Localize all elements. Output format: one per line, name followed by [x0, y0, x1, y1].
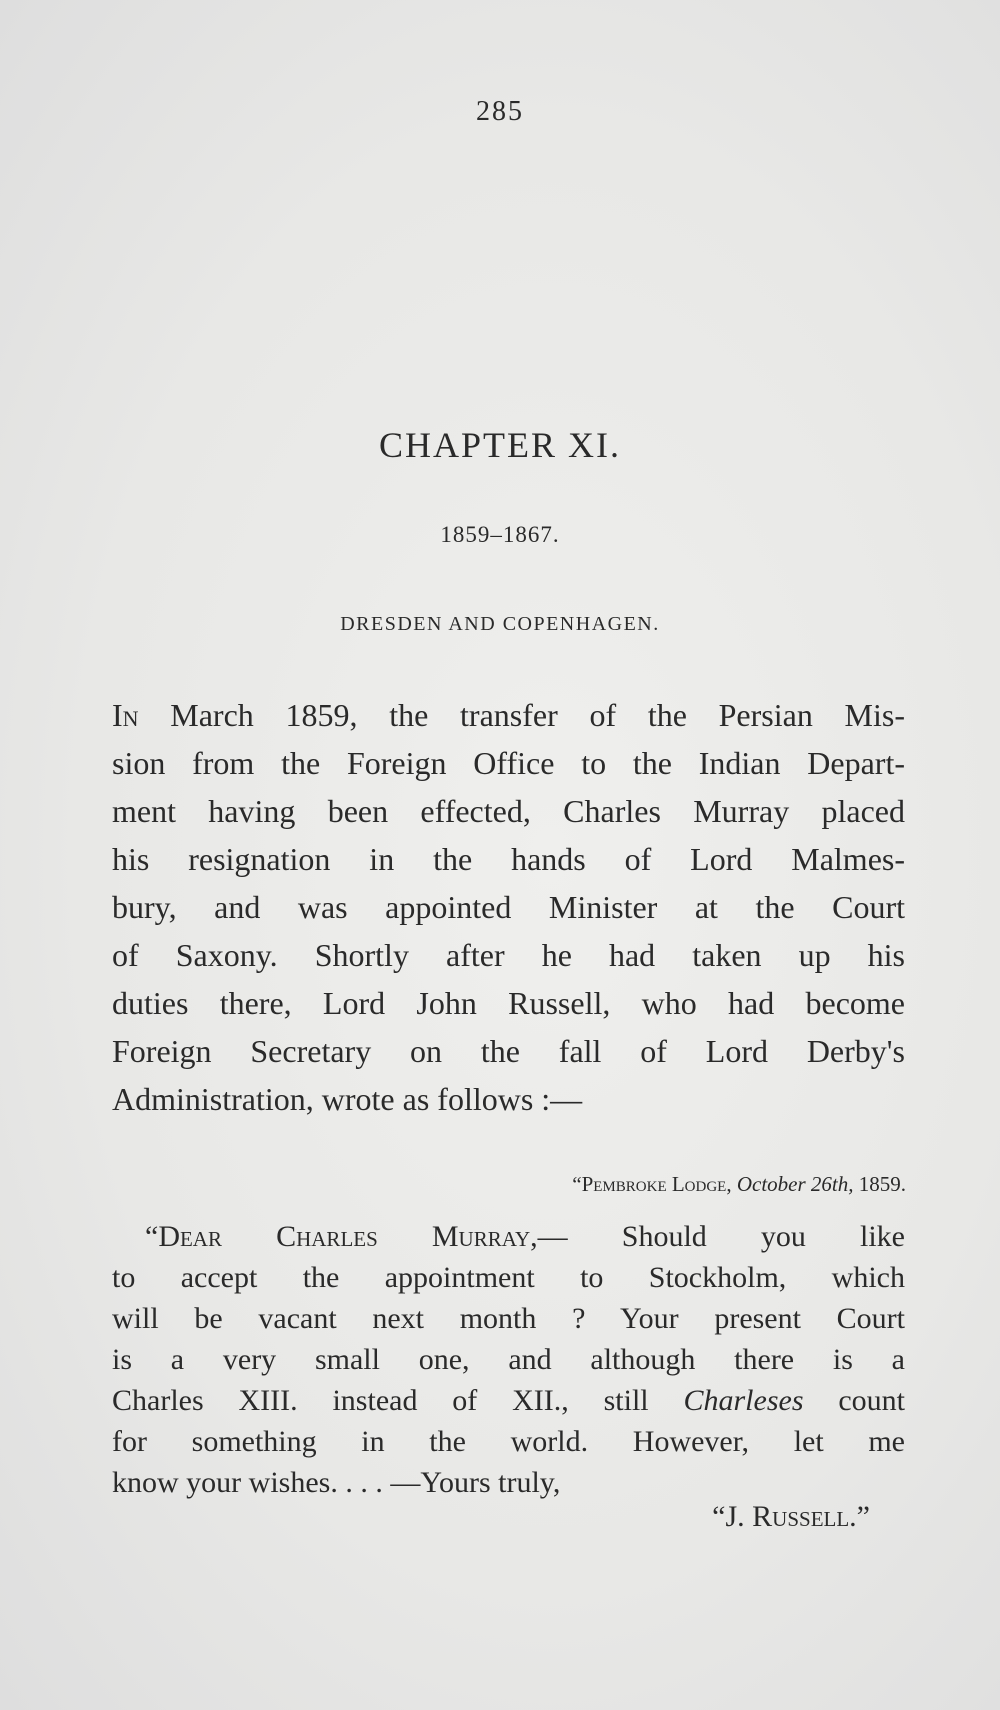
letter-line-3: will be vacant next month ? Your present Court: [112, 1302, 905, 1335]
paragraph-line-4: his resignation in the hands of Lord Malmes-: [112, 841, 905, 877]
paragraph-line-2: sion from the Foreign Office to the Indian Depart-: [112, 745, 905, 781]
chapter-years: 1859–1867.: [440, 522, 560, 547]
letter-italic: Charleses: [683, 1384, 804, 1417]
paragraph-line-3: ment having been effected, Charles Murray placed: [112, 793, 905, 829]
paragraph-line-1: [112, 695, 905, 735]
dateline-place: “Pembroke Lodge,: [572, 1172, 732, 1196]
dateline-date: October 26th,: [736, 1172, 854, 1196]
chapter-title: CHAPTER XI.: [378, 425, 621, 465]
letter-dateline: [572, 1172, 906, 1197]
letter-line-5: [112, 1382, 905, 1420]
paragraph-text: March 1859, the transfer of the Persian Mis-: [138, 697, 905, 733]
letter-salutation: “Dear Charles Murray,: [145, 1220, 538, 1253]
letter-signature: “J. Russell.”: [712, 1500, 870, 1533]
letter-text: Charles XIII. instead of XII., still: [112, 1384, 684, 1417]
page-number: 285: [476, 96, 524, 127]
paragraph-line-5: bury, and was appointed Minister at the Court: [112, 889, 905, 925]
dateline-year: 1859.: [858, 1172, 906, 1196]
chapter-subtitle: DRESDEN AND COPENHAGEN.: [340, 613, 660, 635]
paragraph-line-9: Administration, wrote as follows :—: [112, 1081, 583, 1117]
letter-line-4: is a very small one, and although there is a: [112, 1343, 905, 1376]
letter-line-7: know your wishes. . . . —Yours truly,: [112, 1466, 561, 1499]
letter-line-6: for something in the world. However, let me: [112, 1425, 905, 1458]
paragraph-line-7: duties there, Lord John Russell, who had become: [112, 985, 905, 1021]
drop-lead: In: [112, 697, 139, 733]
letter-line-2: to accept the appointment to Stockholm, which: [112, 1261, 905, 1294]
paragraph-line-8: Foreign Secretary on the fall of Lord Derby's: [112, 1033, 905, 1069]
letter-text: count: [838, 1384, 906, 1417]
letter-line-1: [145, 1218, 905, 1256]
paragraph-line-6: of Saxony. Shortly after he had taken up his: [112, 937, 905, 973]
letter-text: — Should you like: [537, 1220, 905, 1253]
